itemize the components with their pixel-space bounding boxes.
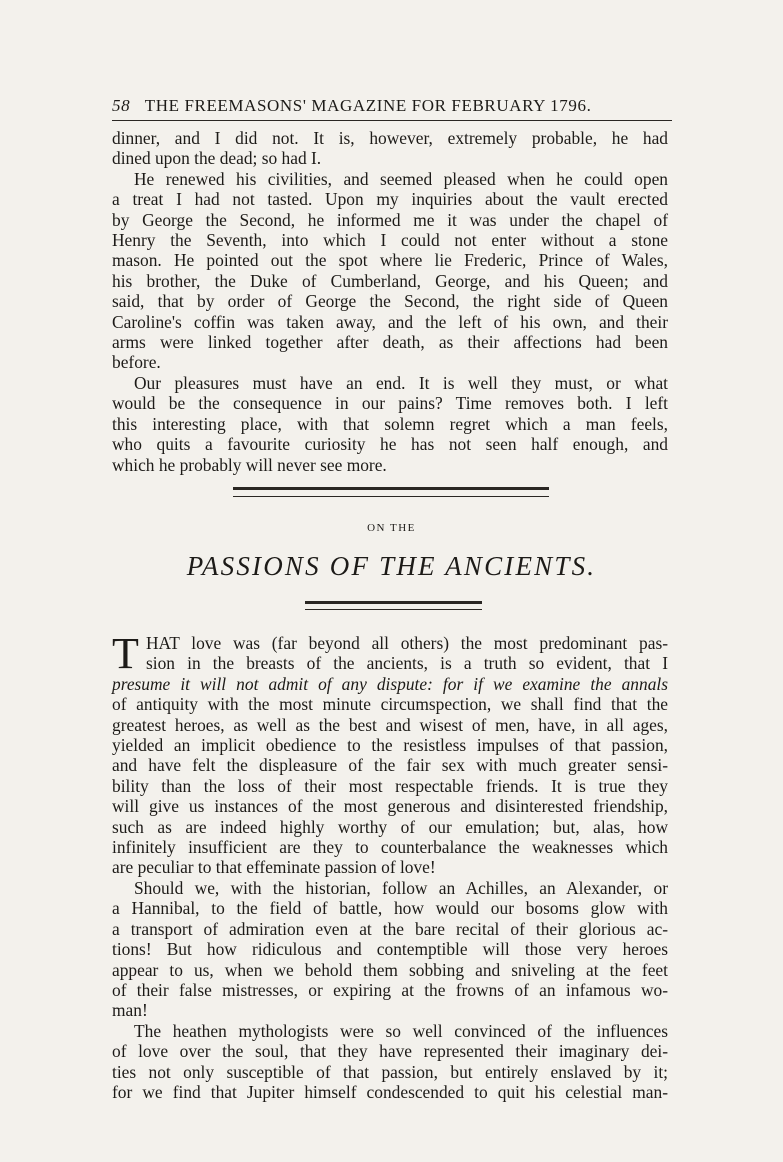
text-line: would be the consequence in our pains? Time removes both. I left — [112, 393, 668, 414]
text-line: tions! But how ridiculous and contemptible will those very heroes — [112, 939, 668, 960]
title-divider — [305, 601, 482, 610]
text-line: dinner, and I did not. It is, however, extremely probable, he had — [112, 128, 668, 148]
text-line: are peculiar to that effeminate passion of love! — [112, 857, 436, 878]
text-line: man! — [112, 1000, 148, 1021]
article-body — [112, 629, 668, 1102]
text-line: a transport of admiration even at the bare recital of their glorious ac- — [112, 918, 668, 939]
text-line: appear to us, when we behold them sobbing and sniveling at the feet — [112, 959, 668, 980]
text-line: Caroline's coffin was taken away, and the left of his own, and their — [112, 311, 668, 332]
text-line: of love over the soul, that they have represented their imaginary dei- — [112, 1041, 668, 1062]
text-line: who quits a favourite curiosity he has not seen half enough, and — [112, 434, 668, 455]
text-line: of their false mistresses, or expiring at the frowns of an infamous wo- — [112, 979, 668, 1000]
text-line: and have felt the displeasure of the fair sex with much greater sensi- — [112, 755, 668, 776]
text-line: of antiquity with the most minute circumspection, we shall find that the — [112, 694, 668, 715]
text-line: this interesting place, with that solemn regret which a man feels, — [112, 413, 668, 434]
text-line: bility than the loss of their most respectable friends. It is true they — [112, 775, 668, 796]
text-line: Our pleasures must have an end. It is well they must, or what — [134, 372, 668, 393]
page-number: 58 — [112, 96, 131, 115]
text-line: dined upon the dead; so had I. — [112, 148, 322, 169]
text-line: arms were linked together after death, as their affections had been — [112, 332, 668, 353]
section-divider — [233, 487, 549, 497]
text-line: He renewed his civilities, and seemed pleased when he could open — [134, 168, 668, 189]
text-line: Should we, with the historian, follow an Achilles, an Alexander, or — [134, 877, 668, 898]
article-title: PASSIONS OF THE ANCIENTS. — [186, 551, 597, 581]
text-line: Henry the Seventh, into which I could not enter without a stone — [112, 230, 668, 251]
text-line: ties not only susceptible of that passion, but entirely enslaved by it; — [112, 1061, 668, 1082]
text-line: said, that by order of George the Second, the right side of Queen — [112, 291, 668, 312]
text-line: for we find that Jupiter himself condescended to quit his celestial man- — [112, 1081, 668, 1102]
text-line: greatest heroes, as well as the best and wisest of men, have, in all ages, — [112, 714, 668, 735]
text-line: such as are indeed highly worthy of our emulation; but, alas, how — [112, 816, 668, 837]
running-title: THE FREEMASONS' MAGAZINE FOR FEBRUARY 1796. — [144, 96, 592, 115]
text-line: his brother, the Duke of Cumberland, George, and his Queen; and — [112, 270, 668, 291]
previous-article-ending — [112, 128, 668, 475]
text-line: presume it will not admit of any dispute: for if we examine the annals — [112, 673, 668, 694]
text-line: mason. He pointed out the spot where lie Frederic, Prince of Wales, — [112, 250, 668, 271]
text-line: which he probably will never see more. — [112, 454, 387, 475]
header-rule — [112, 120, 672, 121]
text-line: by George the Second, he informed me it was under the chapel of — [112, 209, 668, 230]
running-header — [112, 96, 672, 116]
text-line: a treat I had not tasted. Upon my inquiries about the vault erected — [112, 189, 668, 210]
text-line: HAT love was (far beyond all others) the most predominant pas- — [146, 633, 668, 653]
text-line: The heathen mythologists were so well convinced of the influences — [134, 1020, 668, 1041]
text-line: infinitely insufficient are they to counterbalance the weaknesses which — [112, 837, 668, 858]
article-kicker: ON THE — [367, 522, 416, 534]
text-line: will give us instances of the most generous and disinterested friendship, — [112, 796, 668, 817]
text-line: before. — [112, 352, 161, 373]
text-line: yielded an implicit obedience to the resistless impulses of that passion, — [112, 735, 668, 756]
text-line: a Hannibal, to the field of battle, how would our bosoms glow with — [112, 898, 668, 919]
text-line: sion in the breasts of the ancients, is a truth so evident, that I — [146, 653, 668, 674]
drop-cap: T — [112, 629, 139, 678]
